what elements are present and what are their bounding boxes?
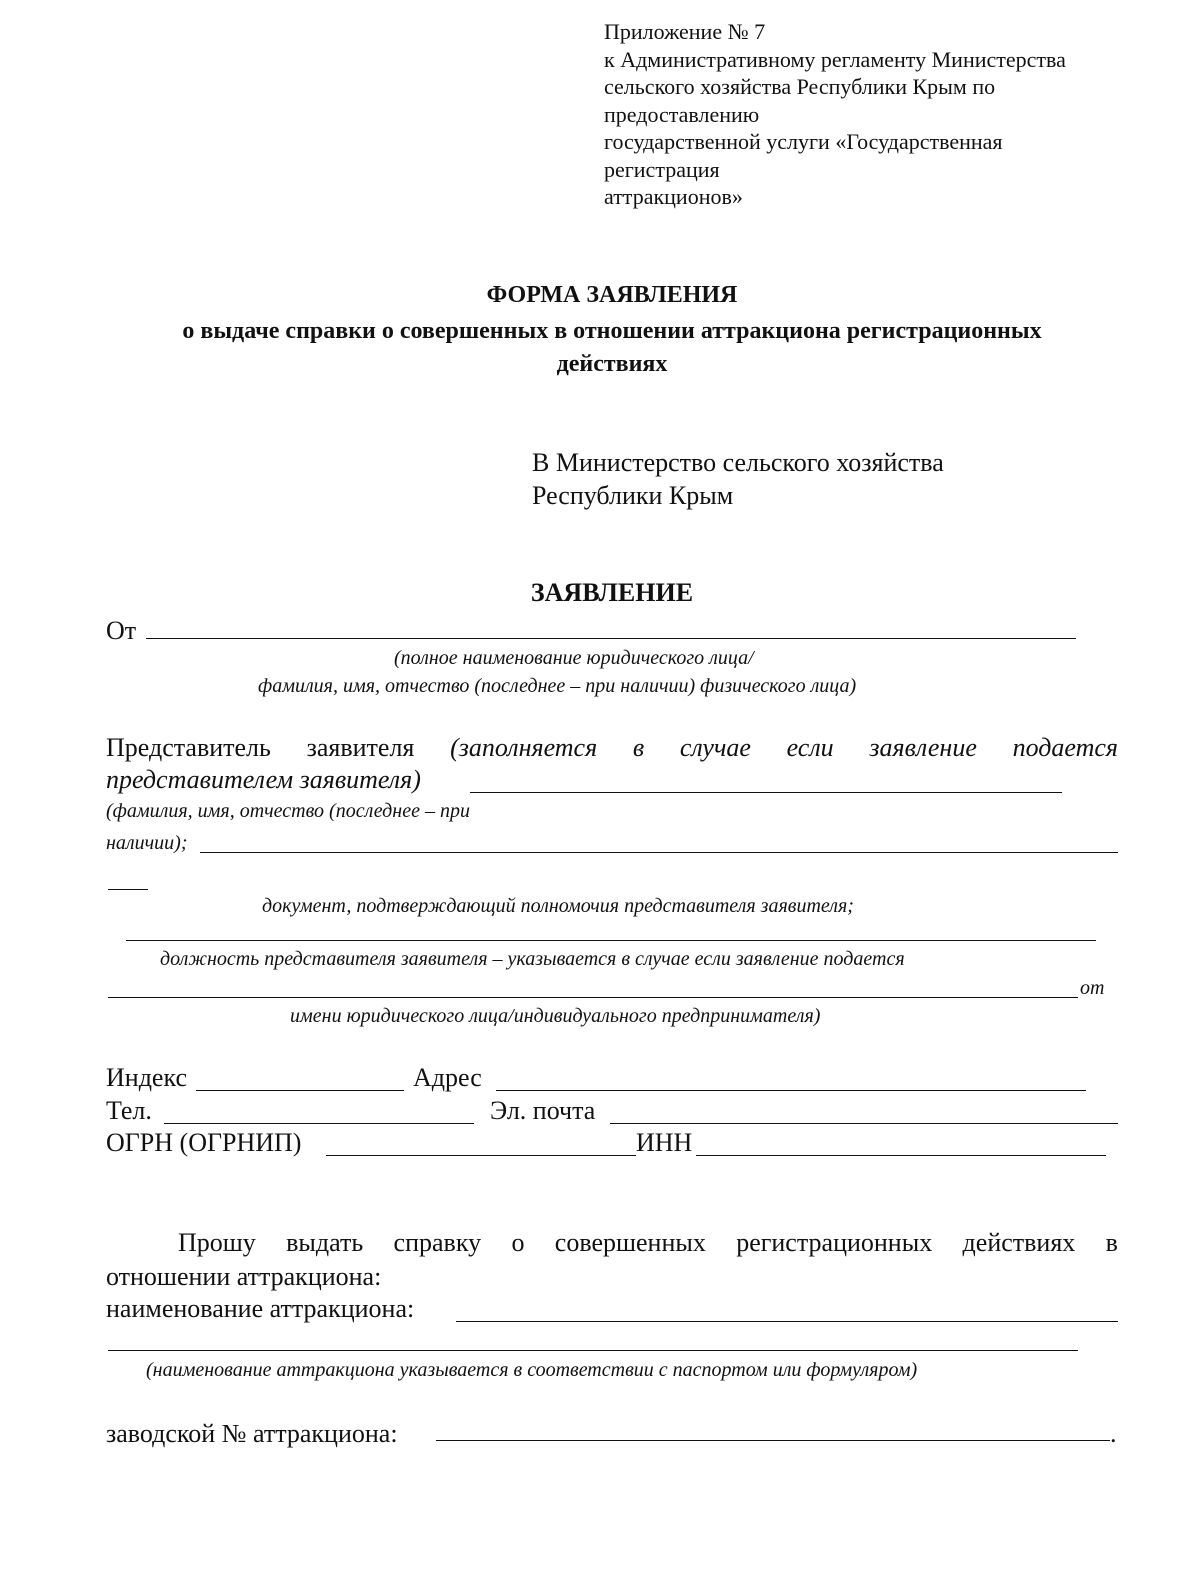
attraction-name-field-cont[interactable]	[108, 1350, 1078, 1351]
rep-word: в	[632, 733, 645, 762]
authority-doc-hint: документ, подтверждающий полномочия представителя заявителя;	[262, 895, 854, 917]
request-line1	[178, 1228, 1118, 1258]
representative-name-field-cont[interactable]	[108, 889, 148, 890]
appendix-line: регистрация	[604, 156, 720, 182]
from-hint-line1: (полное наименование юридического лица/	[394, 647, 754, 669]
authority-doc-field[interactable]	[126, 940, 1096, 941]
ogrn-label: ОГРН (ОГРНИП)	[106, 1128, 302, 1157]
address-field[interactable]	[496, 1090, 1086, 1091]
attraction-name-hint: (наименование аттракциона указывается в соответствии с паспортом или формуляром)	[146, 1359, 918, 1381]
form-subtitle-line1: о выдаче справки о совершенных в отношении аттракциона регистрационных	[182, 318, 1042, 344]
serial-number-label: заводской № аттракциона:	[106, 1419, 398, 1448]
position-hint-line1: должность представителя заявителя – указывается в случае если заявление подается	[160, 948, 905, 970]
request-word: выдать	[286, 1228, 364, 1257]
ogrn-field[interactable]	[326, 1155, 636, 1156]
appendix-line: предоставлению	[604, 101, 760, 127]
representative-line2: представителем заявителя)	[106, 765, 421, 794]
position-hint-line2: имени юридического лица/индивидуального предпринимателя)	[290, 1005, 821, 1027]
from-label: От	[106, 616, 137, 645]
appendix-line: государственной услуги «Государственная	[604, 129, 1003, 154]
rep-word: случае	[679, 733, 751, 762]
request-word: регистрационных	[736, 1228, 933, 1257]
rep-word: заявителя	[306, 733, 415, 762]
addressee-line2: Республики Крым	[532, 481, 734, 510]
phone-field[interactable]	[164, 1123, 474, 1124]
representative-name-field[interactable]	[200, 852, 1118, 853]
request-word: действиях	[962, 1228, 1076, 1257]
appendix-note	[604, 18, 1066, 211]
representative-line1	[106, 733, 1118, 763]
index-field[interactable]	[196, 1090, 404, 1091]
rep-word: (заполняется	[450, 733, 598, 762]
request-word: справку	[393, 1228, 482, 1257]
serial-number-field[interactable]	[436, 1440, 1110, 1441]
phone-label: Тел.	[106, 1096, 152, 1125]
position-hint-from: от	[1080, 977, 1105, 999]
address-label: Адрес	[413, 1063, 482, 1092]
rep-word: если	[786, 733, 834, 762]
index-label: Индекс	[106, 1063, 187, 1092]
appendix-line: к Административному регламенту Министерства	[604, 46, 1066, 72]
rep-word: заявление	[869, 733, 977, 762]
representative-hint-line2: наличии);	[106, 832, 188, 854]
inn-field[interactable]	[696, 1155, 1106, 1156]
request-word: о	[511, 1228, 525, 1257]
request-word: Прошу	[178, 1228, 256, 1257]
request-line2: отношении аттракциона:	[106, 1262, 382, 1291]
from-field[interactable]	[146, 638, 1076, 639]
email-label: Эл. почта	[490, 1096, 596, 1125]
application-heading: ЗАЯВЛЕНИЕ	[530, 578, 694, 607]
request-word: в	[1105, 1228, 1118, 1257]
request-word: совершенных	[554, 1228, 706, 1257]
attraction-name-field[interactable]	[456, 1321, 1118, 1322]
rep-word: Представитель	[106, 733, 271, 762]
from-hint-line2: фамилия, имя, отчество (последнее – при наличии) физического лица)	[258, 675, 857, 697]
appendix-line: аттракционов»	[604, 184, 743, 209]
rep-word: подается	[1012, 733, 1118, 762]
form-title: ФОРМА ЗАЯВЛЕНИЯ	[486, 282, 738, 308]
position-field[interactable]	[108, 997, 1078, 998]
addressee	[532, 446, 944, 512]
appendix-line: Приложение № 7	[604, 19, 766, 44]
addressee-line1: В Министерство сельского хозяйства	[532, 448, 944, 477]
email-field[interactable]	[610, 1123, 1118, 1124]
serial-number-end: .	[1110, 1419, 1117, 1448]
representative-field[interactable]	[470, 792, 1062, 793]
form-subtitle-line2: действиях	[556, 351, 668, 377]
representative-hint-line1: (фамилия, имя, отчество (последнее – при	[106, 800, 470, 822]
attraction-name-label: наименование аттракциона:	[106, 1294, 415, 1323]
inn-label: ИНН	[636, 1128, 693, 1157]
appendix-line: сельского хозяйства Республики Крым по	[604, 74, 996, 99]
